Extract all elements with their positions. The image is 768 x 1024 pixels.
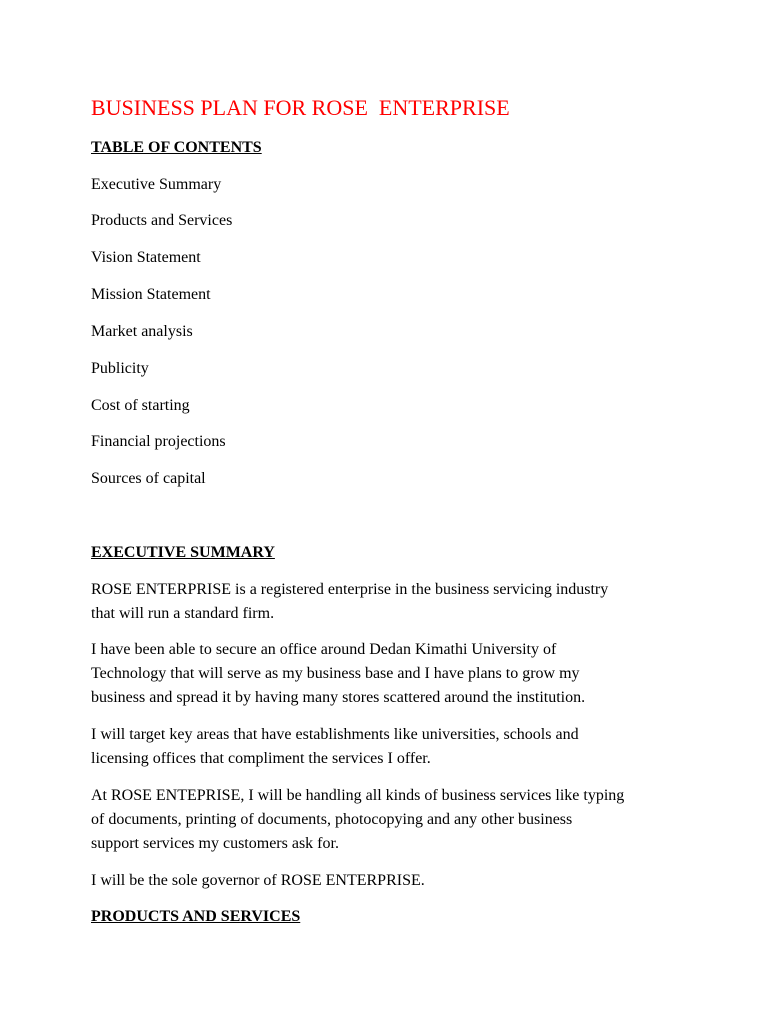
toc-item-mission-statement: Mission Statement bbox=[91, 286, 211, 303]
document-title: BUSINESS PLAN FOR ROSE ENTERPRISE bbox=[91, 95, 510, 120]
toc-item-products-and-services: Products and Services bbox=[91, 212, 233, 229]
toc-item-vision-statement: Vision Statement bbox=[91, 249, 201, 266]
executive-summary-paragraph-5: I will be the sole governor of ROSE ENTERPRISE. bbox=[91, 872, 425, 889]
toc-item-financial-projections: Financial projections bbox=[91, 433, 226, 450]
executive-summary-paragraph-3: I will target key areas that have establishments like universities, schools and licensing offices that compliment the services I offer. bbox=[91, 726, 579, 767]
executive-summary-paragraph-2: I have been able to secure an office around Dedan Kimathi University of Technology that will serve as my business base and I have plans to grow my business and spread it by having many stores scattered around the institution. bbox=[91, 641, 586, 706]
toc-item-executive-summary: Executive Summary bbox=[91, 176, 222, 193]
toc-item-market-analysis: Market analysis bbox=[91, 323, 193, 340]
executive-summary-paragraph-4: At ROSE ENTEPRISE, I will be handling all kinds of business services like typing of documents, printing of documents, photocopying and any other business support services my customers ask for. bbox=[91, 787, 625, 852]
products-and-services-heading: PRODUCTS AND SERVICES bbox=[91, 908, 301, 925]
toc-item-sources-of-capital: Sources of capital bbox=[91, 470, 206, 487]
toc-heading: TABLE OF CONTENTS bbox=[91, 139, 262, 156]
toc-item-publicity: Publicity bbox=[91, 360, 149, 377]
toc-item-cost-of-starting: Cost of starting bbox=[91, 397, 190, 414]
executive-summary-paragraph-1: ROSE ENTERPRISE is a registered enterprise in the business servicing industry that will run a standard firm. bbox=[91, 581, 609, 622]
executive-summary-heading: EXECUTIVE SUMMARY bbox=[91, 544, 275, 561]
